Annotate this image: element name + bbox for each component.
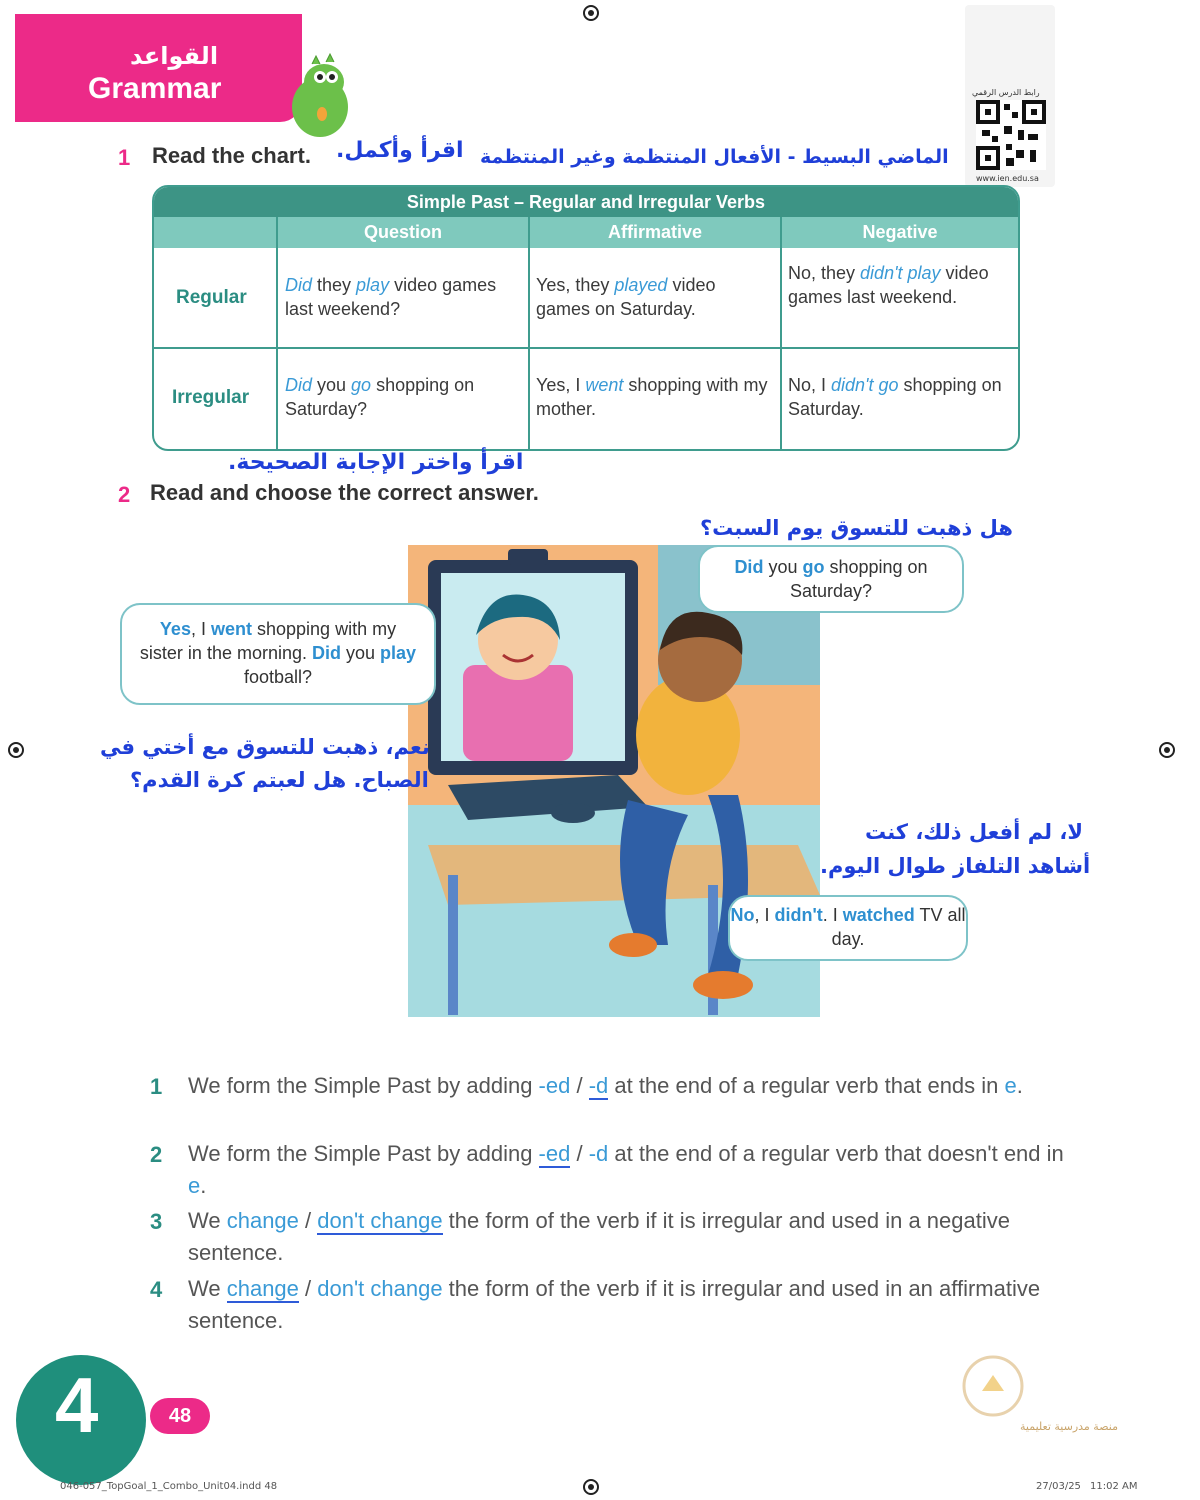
bubble-text: shopping on Saturday? xyxy=(789,557,928,601)
print-date: 27/03/25 xyxy=(1036,1481,1081,1492)
cell-text: Yes, they xyxy=(536,275,615,295)
row-label-irregular: Irregular xyxy=(172,387,250,408)
registration-mark-icon xyxy=(1158,741,1176,759)
question-text: . xyxy=(200,1173,207,1198)
question-number: 1 xyxy=(150,1074,163,1099)
option-a[interactable]: -ed xyxy=(538,1073,571,1098)
qr-url: www.ien.edu.sa xyxy=(976,174,1039,183)
cell-text: they xyxy=(312,275,357,295)
unit-number: 4 xyxy=(55,1361,99,1449)
arabic-note-boy2-line2: أشاهد التلفاز طوال اليوم. xyxy=(820,854,1091,878)
question-4 xyxy=(188,1273,1068,1337)
cell-irregular-question xyxy=(285,373,523,421)
bubble-keyword: watched xyxy=(842,905,915,925)
verb-highlight: didn't go xyxy=(831,375,899,395)
bubble-text: football? xyxy=(243,667,313,687)
bubble-keyword: didn't xyxy=(774,905,823,925)
question-text: at the end of a regular verb that ends in xyxy=(608,1073,1005,1098)
cell-text: Yes, I xyxy=(536,375,586,395)
option-separator: / xyxy=(298,1208,318,1233)
option-b[interactable]: -d xyxy=(588,1141,609,1166)
question-text: We xyxy=(188,1208,227,1233)
question-letter: e xyxy=(188,1173,201,1198)
section1-number: 1 xyxy=(118,145,131,170)
cell-text: video games on Saturday. xyxy=(536,275,716,319)
watermark-tagline: منصة مدرسية تعليمية xyxy=(1020,1420,1118,1433)
chart-header-negative: Negative xyxy=(782,217,1018,248)
chart-header-question: Question xyxy=(278,217,528,248)
question-text: . xyxy=(1016,1073,1023,1098)
qr-caption: رابط الدرس الرقمي xyxy=(972,88,1040,97)
bubble-text: . I xyxy=(822,905,843,925)
registration-mark-icon xyxy=(582,4,600,22)
verb-highlight: went xyxy=(585,375,624,395)
bubble-girl-answer xyxy=(120,603,436,705)
cell-text: video games last weekend? xyxy=(285,275,497,319)
question-text: the form of the verb if it is irregular and used in an affirmative sentence. xyxy=(188,1276,1041,1333)
registration-mark-icon xyxy=(7,741,25,759)
cell-text: shopping with my mother. xyxy=(536,375,768,419)
bubble-text: TV all day. xyxy=(831,905,966,949)
bubble-keyword: Did xyxy=(734,557,764,577)
bubble-text: shopping with my sister in the morning. xyxy=(139,619,397,663)
verb-highlight: didn't play xyxy=(860,263,941,283)
question-number: 4 xyxy=(150,1277,163,1302)
option-a-selected[interactable]: change xyxy=(226,1276,299,1301)
chart-divider xyxy=(276,217,278,449)
verb-highlight: Did xyxy=(285,275,313,295)
cell-text: No, they xyxy=(788,263,861,283)
verb-highlight: played xyxy=(614,275,668,295)
qr-code-icon[interactable] xyxy=(976,100,1046,170)
bubble-text: , I xyxy=(754,905,775,925)
verb-highlight: Did xyxy=(285,375,313,395)
chart-header-corner xyxy=(154,217,276,248)
cell-regular-question xyxy=(285,273,523,321)
arabic-note-boy: هل ذهبت للتسوق يوم السبت؟ xyxy=(700,516,1013,540)
cell-text: shopping on Saturday? xyxy=(285,375,475,419)
section1-arabic-instruction: اقرأ وأكمل. xyxy=(336,138,464,163)
arabic-note-boy2-line1: لا، لم أفعل ذلك، كنت xyxy=(865,820,1083,844)
cell-text: shopping on Saturday. xyxy=(788,375,1002,419)
question-text: We xyxy=(188,1276,227,1301)
banner-title: Grammar xyxy=(88,72,222,105)
section2-number: 2 xyxy=(118,482,131,507)
option-a-selected[interactable]: -ed xyxy=(538,1141,571,1166)
cell-irregular-negative xyxy=(788,373,1014,421)
bubble-keyword: play xyxy=(380,643,417,663)
bubble-keyword: Yes xyxy=(159,619,191,639)
question-text: the form of the verb if it is irregular and used in a negative sentence. xyxy=(188,1208,1010,1265)
row-label-regular: Regular xyxy=(176,287,247,308)
chart-header-affirmative: Affirmative xyxy=(530,217,780,248)
cell-text: video games last weekend. xyxy=(788,263,989,307)
option-a[interactable]: change xyxy=(226,1208,299,1233)
cell-regular-negative xyxy=(788,261,1008,309)
verb-highlight: go xyxy=(351,375,372,395)
question-letter: e xyxy=(1004,1073,1017,1098)
section1-instruction: Read the chart. xyxy=(152,143,311,168)
option-separator: / xyxy=(570,1073,589,1098)
mascot-dinosaur-icon xyxy=(282,52,362,142)
option-b[interactable]: don't change xyxy=(317,1276,443,1301)
bubble-boy-question xyxy=(698,545,964,613)
question-2 xyxy=(188,1138,1068,1202)
chart-divider xyxy=(154,347,1018,349)
cell-text: No, I xyxy=(788,375,832,395)
grammar-chart xyxy=(152,185,1020,451)
question-text: We form the Simple Past by adding xyxy=(188,1141,539,1166)
chart-divider xyxy=(780,217,782,449)
option-b-selected[interactable]: -d xyxy=(588,1073,609,1098)
section2-arabic-instruction: اقرأ واختر الإجابة الصحيحة. xyxy=(228,450,524,475)
bubble-keyword: Did xyxy=(312,643,341,663)
question-1 xyxy=(188,1070,1068,1102)
bubble-text: , I xyxy=(190,619,211,639)
question-text: at the end of a regular verb that doesn't end in xyxy=(608,1141,1064,1166)
option-b-selected[interactable]: don't change xyxy=(317,1208,443,1233)
bubble-keyword: went xyxy=(210,619,252,639)
arabic-note-girl-line1: نعم، ذهبت للتسوق مع أختي في xyxy=(100,735,430,759)
section1-arabic-note: الماضي البسيط - الأفعال المنتظمة وغير المنتظمة xyxy=(480,146,949,168)
section2-instruction: Read and choose the correct answer. xyxy=(150,480,539,505)
cell-text: you xyxy=(312,375,352,395)
banner-arabic-title: القواعد xyxy=(130,42,219,70)
page-number: 48 xyxy=(150,1398,210,1434)
question-text: We form the Simple Past by adding xyxy=(188,1073,539,1098)
bubble-text: you xyxy=(341,643,381,663)
print-time: 11:02 AM xyxy=(1090,1481,1138,1492)
chart-title: Simple Past – Regular and Irregular Verbs xyxy=(154,187,1018,217)
question-number: 2 xyxy=(150,1142,163,1167)
file-info: 046-057_TopGoal_1_Combo_Unit04.indd 48 xyxy=(60,1481,278,1492)
question-3 xyxy=(188,1205,1068,1269)
chart-divider xyxy=(528,217,530,449)
cell-regular-affirmative xyxy=(536,273,772,321)
registration-mark-icon xyxy=(582,1478,600,1496)
watermark-logo-icon xyxy=(962,1355,1024,1417)
option-separator: / xyxy=(570,1141,589,1166)
bubble-text: you xyxy=(763,557,803,577)
verb-highlight: play xyxy=(356,275,390,295)
arabic-note-girl-line2: الصباح. هل لعبتم كرة القدم؟ xyxy=(130,768,429,792)
bubble-keyword: No xyxy=(730,905,755,925)
question-number: 3 xyxy=(150,1209,163,1234)
bubble-boy-answer xyxy=(728,895,968,961)
cell-irregular-affirmative xyxy=(536,373,772,421)
option-separator: / xyxy=(298,1276,318,1301)
bubble-keyword: go xyxy=(802,557,825,577)
